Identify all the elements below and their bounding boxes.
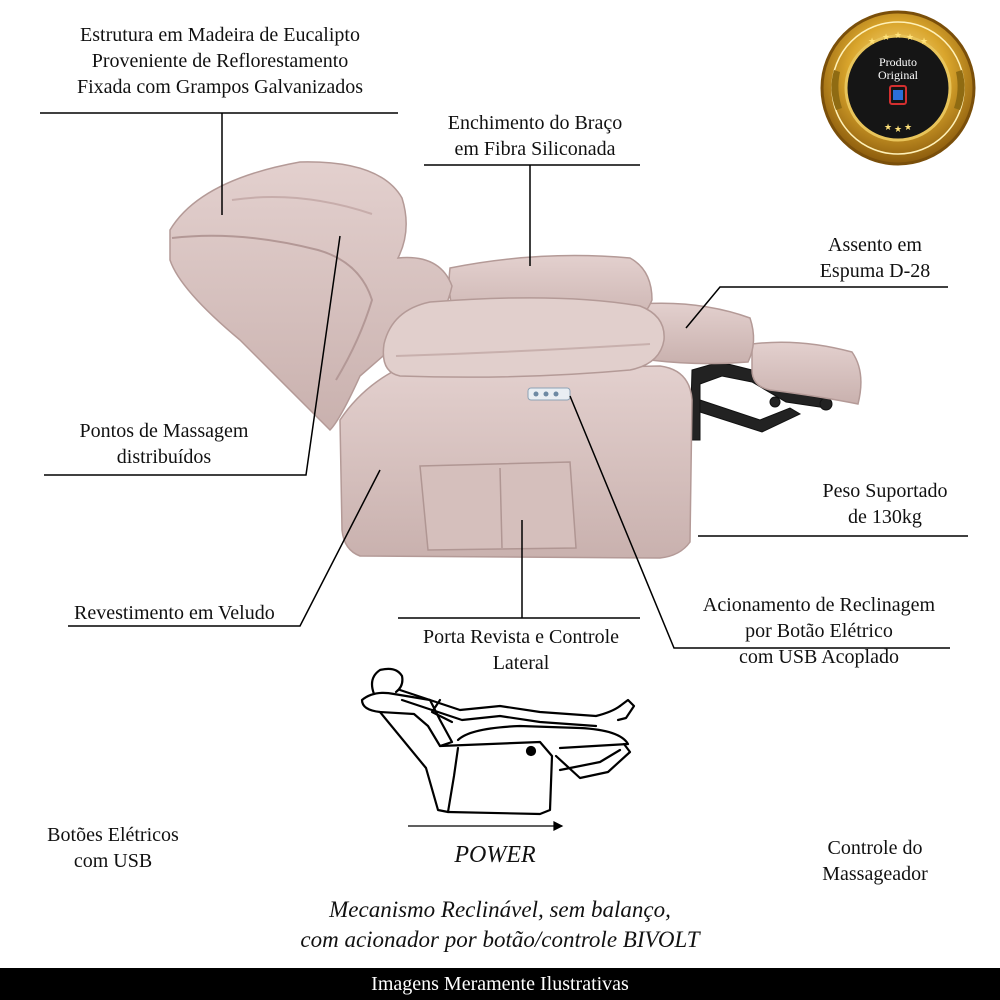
label-peso <box>800 478 970 530</box>
label-estrutura-line: Proveniente de Reflorestamento <box>91 50 349 72</box>
recliner-chair <box>170 162 861 558</box>
svg-text:★: ★ <box>919 36 929 46</box>
label-porta <box>396 624 646 676</box>
magazine-pocket <box>420 462 576 550</box>
mechanism-caption <box>240 895 760 955</box>
label-botoes-line: com USB <box>73 850 153 872</box>
svg-text:★: ★ <box>893 124 903 134</box>
recline-arrow <box>408 822 562 830</box>
label-estrutura-line: Estrutura em Madeira de Eucalipto <box>80 24 360 46</box>
label-controle-line: Massageador <box>822 863 928 885</box>
label-assento-line: Assento em <box>828 234 922 256</box>
label-massagem-line: distribuídos <box>116 446 212 468</box>
label-porta-line: Lateral <box>492 652 550 674</box>
footer-bar <box>0 968 1000 1000</box>
label-acionamento-line: Acionamento de Reclinagem <box>702 594 936 616</box>
label-estrutura <box>40 22 400 100</box>
svg-text:★: ★ <box>905 32 915 42</box>
label-massagem <box>44 418 284 470</box>
label-braco-line: Enchimento do Braço <box>447 112 623 134</box>
badge-text <box>868 56 928 82</box>
footer-text: Imagens Meramente Ilustrativas <box>371 973 629 995</box>
label-peso-line: Peso Suportado <box>822 480 948 502</box>
svg-text:★: ★ <box>867 36 877 46</box>
badge-line: Produto <box>878 55 917 69</box>
power-label: POWER <box>454 842 536 868</box>
footrest <box>752 342 861 404</box>
svg-text:★: ★ <box>883 122 893 132</box>
product-original-badge <box>822 12 974 164</box>
svg-text:★: ★ <box>881 32 891 42</box>
label-botoes-line: Botões Elétricos <box>47 824 179 846</box>
label-controle <box>800 835 950 887</box>
label-estrutura-line: Fixada com Grampos Galvanizados <box>76 76 364 98</box>
label-assento-line: Espuma D-28 <box>819 260 931 282</box>
svg-text:★: ★ <box>893 30 903 40</box>
label-revestimento: Revestimento em Veludo <box>74 602 275 624</box>
label-massagem-line: Pontos de Massagem <box>79 420 249 442</box>
recliner-diagram <box>362 669 634 814</box>
label-acionamento <box>676 592 962 670</box>
caption-line: com acionador por botão/controle BIVOLT <box>300 927 700 952</box>
near-armrest <box>383 298 664 377</box>
label-assento <box>790 232 960 284</box>
label-botoes <box>28 822 198 874</box>
label-acionamento-line: com USB Acoplado <box>739 646 899 668</box>
caption-line: Mecanismo Reclinável, sem balanço, <box>329 897 671 922</box>
svg-text:★: ★ <box>903 122 913 132</box>
label-braco <box>420 110 650 162</box>
label-acionamento-line: por Botão Elétrico <box>745 620 893 642</box>
label-controle-line: Controle do <box>827 837 923 859</box>
label-braco-line: em Fibra Siliconada <box>454 138 616 160</box>
label-porta-line: Porta Revista e Controle <box>422 626 620 648</box>
label-peso-line: de 130kg <box>848 506 922 528</box>
badge-line: Original <box>878 68 918 82</box>
